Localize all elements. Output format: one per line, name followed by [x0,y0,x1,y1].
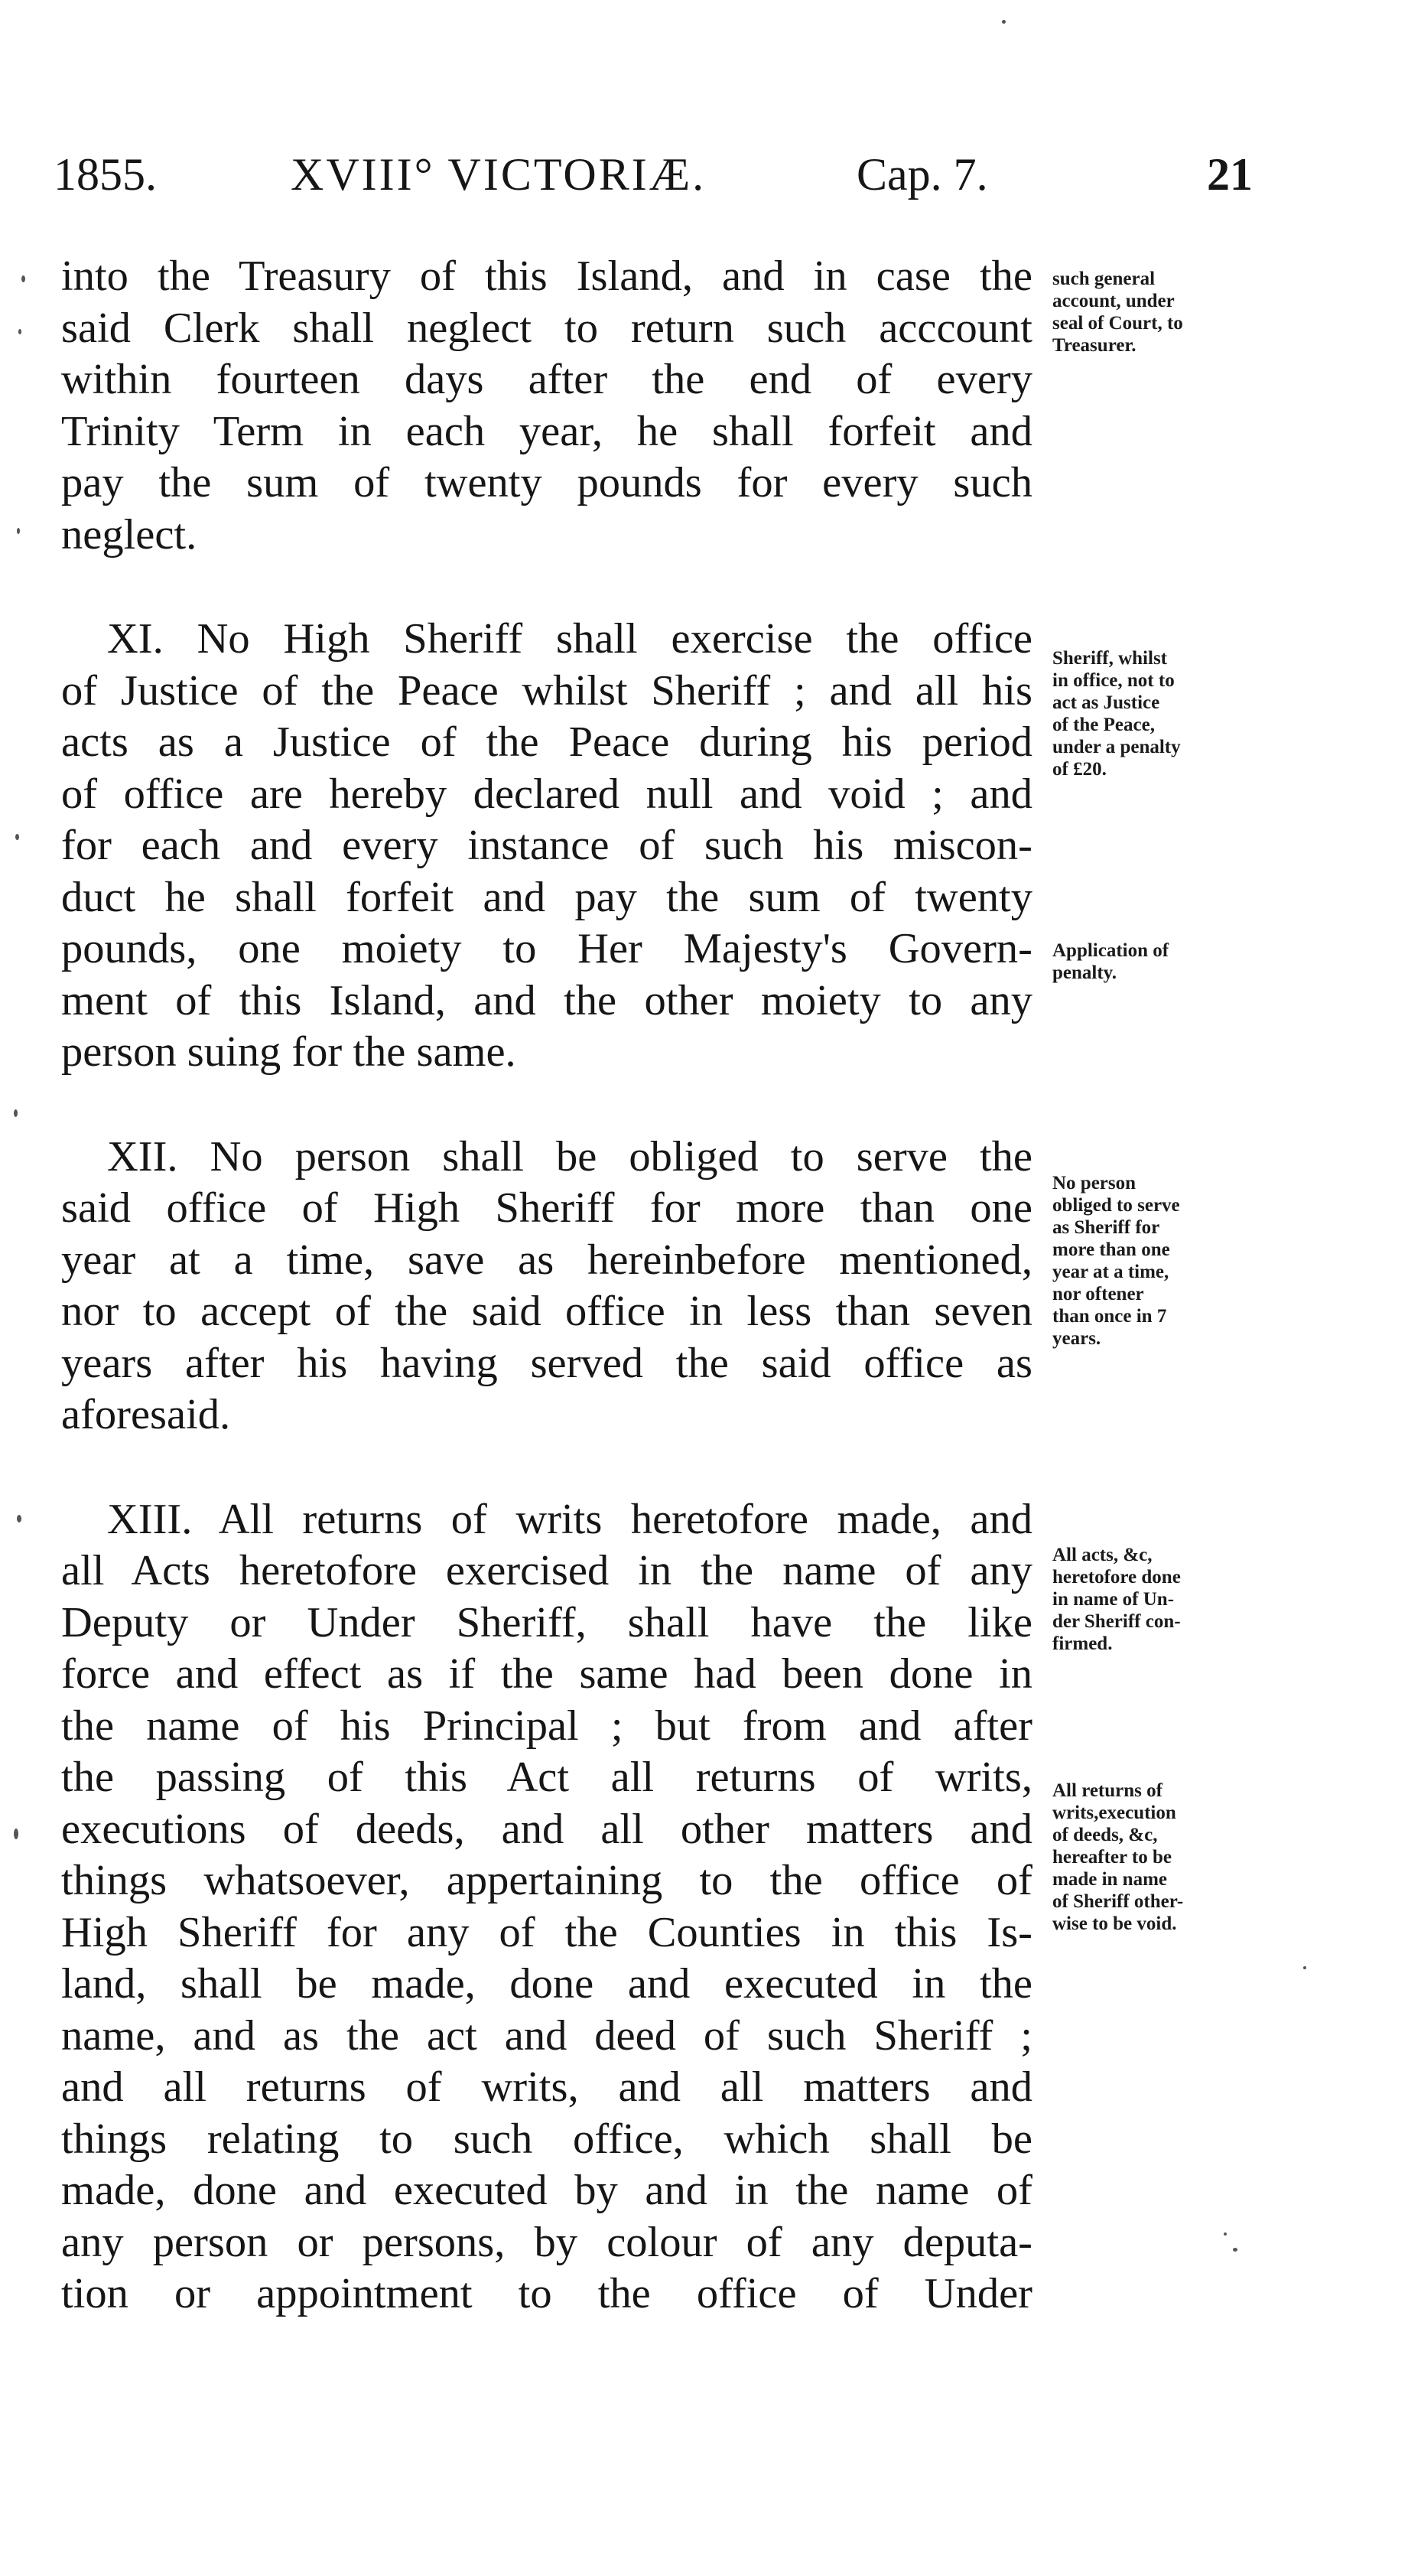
text-line: years after his having served the said office as [61,1339,1032,1387]
text-line: the name of his Principal ; but from and after [61,1702,1032,1750]
marginal-note-no-person [1052,1172,1274,1350]
print-speck [18,329,21,334]
text-line: pay the sum of twenty pounds for every such [61,459,1032,506]
note-line: made in name [1052,1869,1167,1890]
text-line: year at a time, save as hereinbefore mentioned, [61,1236,1032,1284]
text-line: duct he shall forfeit and pay the sum of twenty [61,873,1032,921]
header-reign-title: XVIII° VICTORIÆ. [291,149,707,200]
note-line: such general [1052,269,1156,289]
section-xi [61,614,1032,1079]
text-line: ment of this Island, and the other moiety to any [61,976,1032,1024]
section-first-line: XII. No person shall be obliged to serve the [107,1132,1032,1181]
running-head [54,144,1262,205]
text-line: tion or appointment to the office of Under [61,2270,1032,2317]
text-line: into the Treasury of this Island, and in case the [61,252,1032,300]
note-line: in name of Un- [1052,1589,1175,1610]
note-line: penalty. [1052,962,1117,983]
note-line: No person [1052,1173,1136,1194]
paragraph-continuation [61,251,1032,561]
note-line: Sheriff, whilst [1052,648,1167,669]
text-line: made, done and executed by and in the name of [61,2167,1032,2214]
text-line: any person or persons, by colour of any deputa- [61,2218,1032,2266]
note-line: All returns of [1052,1780,1162,1801]
page-number: 21 [1207,149,1253,200]
text-line: the passing of this Act all returns of writs, [61,1754,1032,1801]
section-first-line: XIII. All returns of writs heretofore made, and [107,1495,1032,1543]
print-speck [1303,1966,1306,1969]
marginal-note-acts-confirmed [1052,1544,1274,1655]
text-line: land, shall be made, done and executed in the [61,1960,1032,2008]
text-line: of Justice of the Peace whilst Sheriff ; and all his [61,666,1032,715]
note-line: obliged to serve [1052,1195,1180,1216]
note-line: nor oftener [1052,1284,1144,1304]
print-speck [21,275,25,282]
marginal-note-sheriff-justice [1052,647,1274,780]
print-speck [15,834,19,840]
text-line: neglect. [61,510,197,559]
header-year: 1855. [54,149,157,200]
note-line: heretofore done [1052,1567,1181,1588]
section-xiii [61,1494,1032,2320]
note-line: account, under [1052,291,1175,311]
note-line: of the Peace, [1052,715,1155,735]
note-line: of Sheriff other- [1052,1891,1184,1912]
text-line: person suing for the same. [61,1028,516,1076]
section-first-line: XI. No High Sheriff shall exercise the office [107,615,1032,663]
section-xii [61,1132,1032,1441]
note-line: in office, not to [1052,670,1175,691]
marginal-note-application [1052,940,1274,984]
text-line: pounds, one moiety to Her Majesty's Govern- [61,925,1032,972]
text-line: nor to accept of the said office in less than seven [61,1288,1032,1335]
text-line: Trinity Term in each year, he shall forfeit and [61,407,1032,455]
print-speck [1233,2248,1237,2252]
print-speck [1002,20,1006,24]
text-line: for each and every instance of such his miscon- [61,822,1032,869]
note-line: seal of Court, to [1052,313,1183,334]
marginal-note-returns-void [1052,1780,1274,1935]
print-speck [1224,2232,1227,2236]
text-line: aforesaid. [61,1391,231,1438]
text-line: said Clerk shall neglect to return such acccount [61,304,1032,352]
note-line: than once in 7 [1052,1306,1167,1327]
note-line: year at a time, [1052,1262,1169,1282]
note-line: years. [1052,1328,1101,1349]
print-speck [14,1829,18,1839]
text-line: force and effect as if the same had been done in [61,1650,1032,1698]
note-line: Application of [1052,940,1169,961]
note-line: of £20. [1052,759,1107,780]
note-line: as Sheriff for [1052,1217,1160,1238]
header-chapter: Cap. 7. [857,149,988,200]
print-speck [14,1109,18,1117]
text-line: of office are hereby declared null and void ; and [61,770,1032,818]
text-line: executions of deeds, and all other matters and [61,1805,1032,1853]
note-line: All acts, &c, [1052,1545,1153,1565]
text-line: said office of High Sheriff for more than one [61,1184,1032,1232]
note-line: firmed. [1052,1633,1113,1654]
note-line: more than one [1052,1239,1170,1260]
note-line: der Sheriff con- [1052,1611,1181,1632]
note-line: hereafter to be [1052,1847,1172,1868]
main-text-column [61,251,1032,2320]
print-speck [17,1515,21,1522]
text-line: all Acts heretofore exercised in the name of any [61,1547,1032,1594]
note-line: of deeds, &c, [1052,1825,1158,1845]
text-line: and all returns of writs, and all matters and [61,2063,1032,2111]
text-line: acts as a Justice of the Peace during his period [61,718,1032,766]
note-line: under a penalty [1052,737,1181,757]
text-line: Deputy or Under Sheriff, shall have the like [61,1598,1032,1646]
print-speck [17,528,20,534]
text-line: within fourteen days after the end of every [61,356,1032,403]
marginal-note-account [1052,268,1274,357]
text-line: High Sheriff for any of the Counties in this Is- [61,1908,1032,1956]
text-line: things whatsoever, appertaining to the office of [61,1857,1032,1904]
note-line: wise to be void. [1052,1913,1177,1934]
note-line: act as Justice [1052,692,1160,713]
note-line: Treasurer. [1052,335,1136,356]
text-line: name, and as the act and deed of such Sheriff ; [61,2011,1032,2060]
note-line: writs,execution [1052,1803,1176,1823]
text-line: things relating to such office, which shall be [61,2115,1032,2163]
